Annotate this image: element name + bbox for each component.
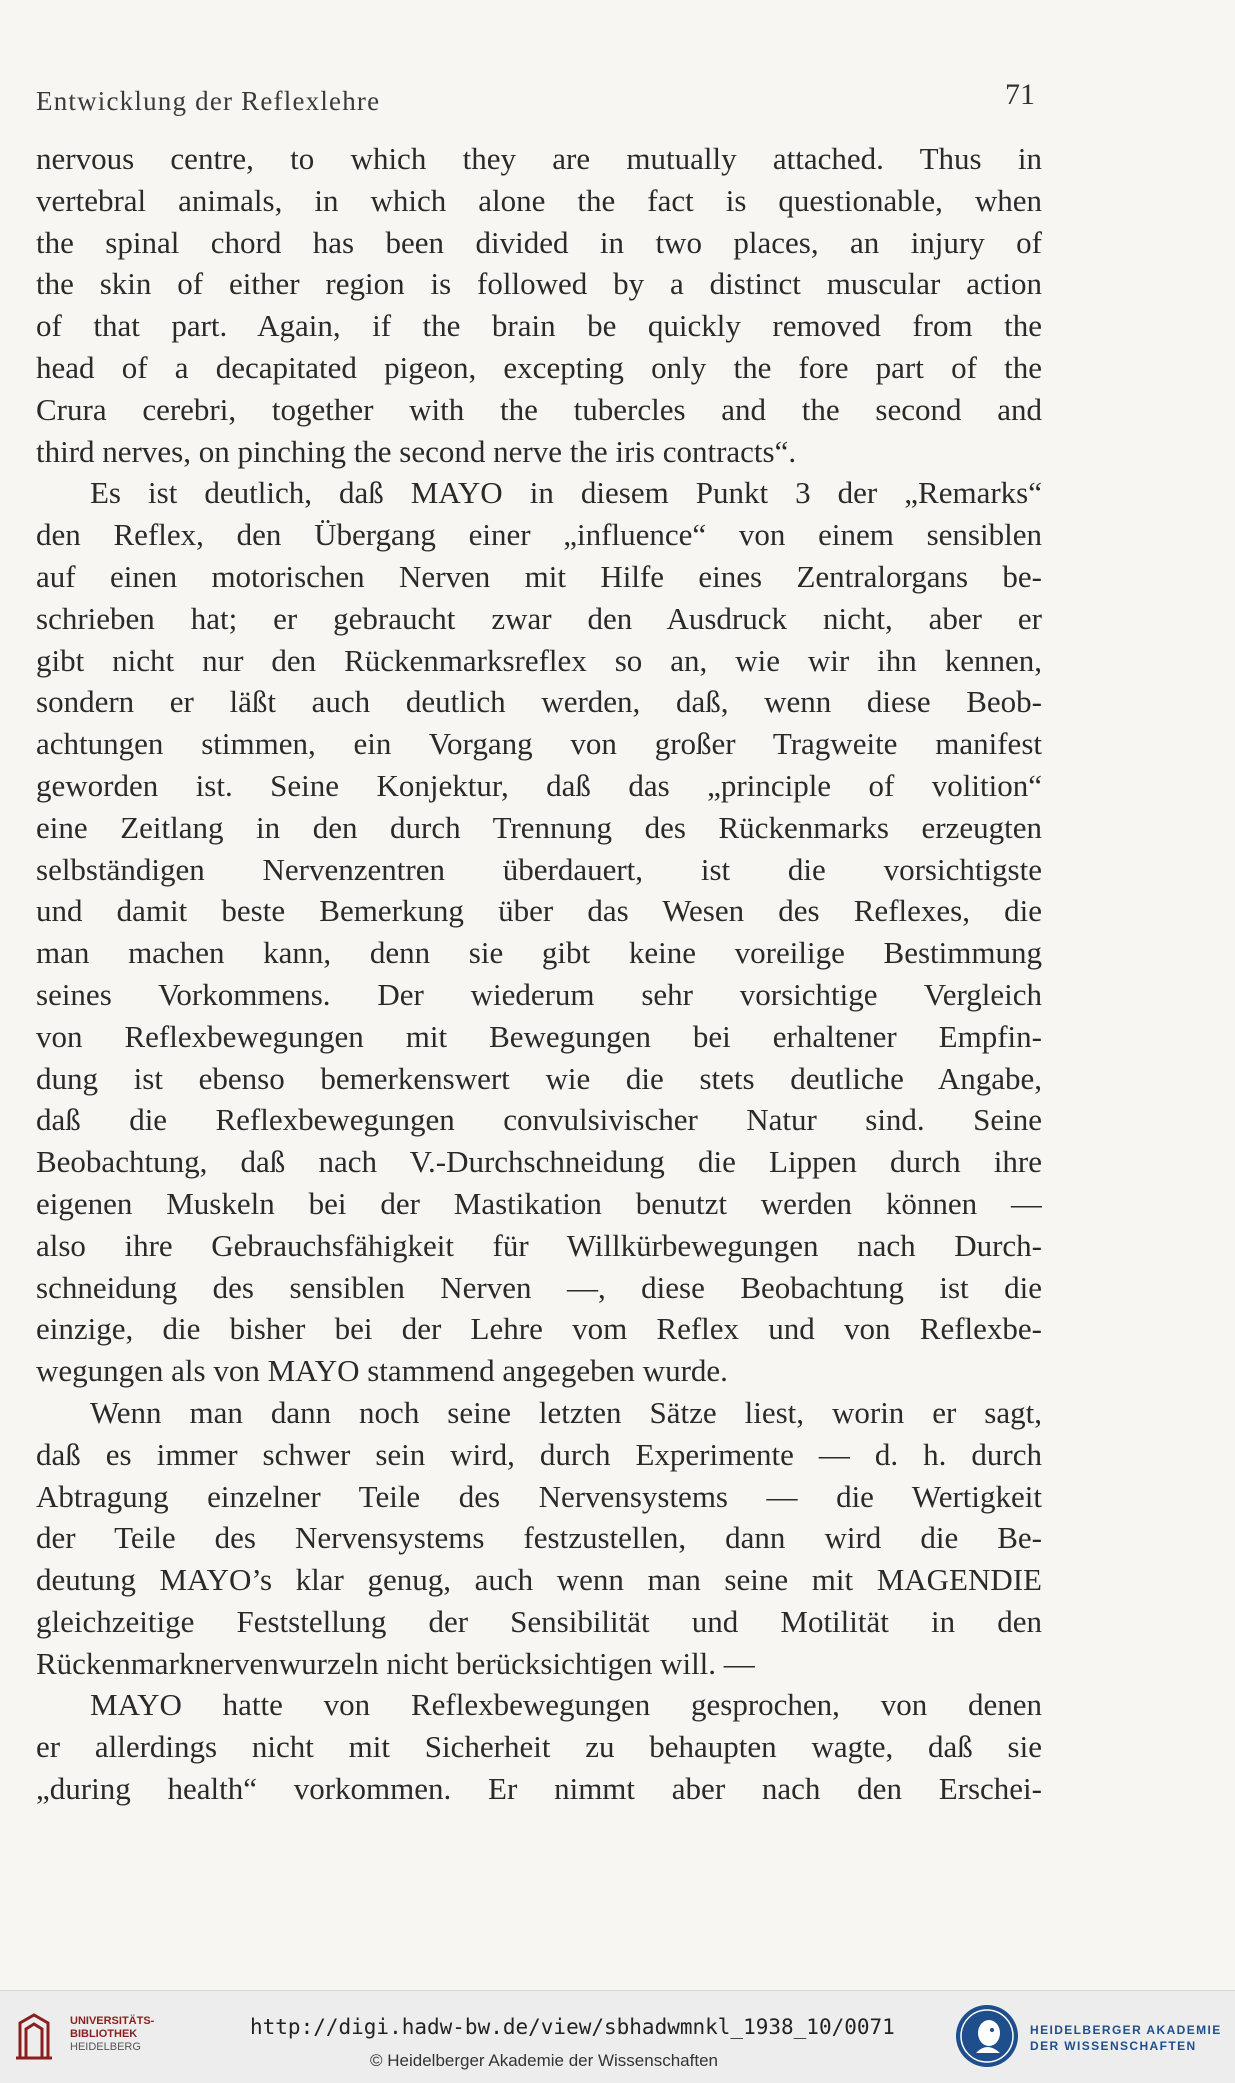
academy-seal-icon (954, 2003, 1020, 2069)
text-line: third nerves, on pinching the second nerve the iris contracts“. (36, 433, 797, 469)
text-line: dung ist ebenso bemerkenswert wie die stets deutliche Angabe, (36, 1060, 1042, 1096)
university-library-logo-icon (14, 2013, 54, 2061)
text-line: einzige, die bisher bei der Lehre vom Reflex und von Reflexbe- (36, 1311, 1042, 1347)
text-line: und damit beste Bemerkung über das Wesen des Reflexes, die (36, 893, 1042, 929)
text-line: wegungen als von MAYO stammend angegeben wurde. (36, 1353, 728, 1389)
text-line: man machen kann, denn sie gibt keine voreilige Bestimmung (36, 935, 1042, 971)
library-name: UNIVERSITÄTS- BIBLIOTHEK HEIDELBERG (70, 2015, 155, 2053)
text-line: schneidung des sensiblen Nerven —, diese Beobachtung ist die (36, 1269, 1042, 1305)
text-line: gibt nicht nur den Rückenmarksreflex so an, wie wir ihn kennen, (36, 642, 1042, 678)
page-header (36, 78, 1036, 118)
text-line: „during health“ vorkommen. Er nimmt aber nach den Erschei- (36, 1771, 1042, 1807)
viewer-footer (0, 1990, 1235, 2083)
text-line: daß es immer schwer sein wird, durch Experimente — d. h. durch (36, 1436, 1042, 1472)
copyright-notice: © Heidelberger Akademie der Wissenschaften (370, 2051, 718, 2070)
text-line: of that part. Again, if the brain be quickly removed from the (36, 308, 1042, 344)
text-line: geworden ist. Seine Konjektur, daß das „principle of volition“ (36, 767, 1042, 803)
text-line: Es ist deutlich, daß MAYO in diesem Punkt 3 der „Remarks“ (90, 475, 1042, 511)
running-head: Entwicklung der Reflexlehre (36, 86, 381, 116)
text-line: schrieben hat; er gebraucht zwar den Ausdruck nicht, aber er (36, 600, 1042, 636)
text-line: eine Zeitlang in den durch Trennung des Rückenmarks erzeugten (36, 809, 1042, 845)
text-line: MAYO hatte von Reflexbewegungen gesprochen, von denen (90, 1687, 1042, 1723)
text-line: vertebral animals, in which alone the fact is questionable, when (36, 182, 1042, 218)
text-line: Abtragung einzelner Teile des Nervensystems — die Wertigkeit (36, 1478, 1042, 1514)
text-line: den Reflex, den Übergang einer „influence“ von einem sensiblen (36, 517, 1042, 553)
text-line: gleichzeitige Feststellung der Sensibilität und Motilität in den (36, 1603, 1042, 1639)
text-line: auf einen motorischen Nerven mit Hilfe eines Zentralorgans be- (36, 558, 1042, 594)
text-line: deutung MAYO’s klar genug, auch wenn man seine mit MAGENDIE (36, 1562, 1042, 1598)
text-line: also ihre Gebrauchsfähigkeit für Willkürbewegungen nach Durch- (36, 1227, 1042, 1263)
text-line: selbständigen Nervenzentren überdauert, ist die vorsichtigste (36, 851, 1042, 887)
text-line: Wenn man dann noch seine letzten Sätze liest, worin er sagt, (90, 1394, 1042, 1430)
text-line: eigenen Muskeln bei der Mastikation benutzt werden können — (36, 1185, 1042, 1221)
text-line: der Teile des Nervensystems festzustellen, dann wird die Be- (36, 1520, 1042, 1556)
text-line: seines Vorkommens. Der wiederum sehr vorsichtige Vergleich (36, 976, 1042, 1012)
text-line: Beobachtung, daß nach V.-Durchschneidung die Lippen durch ihre (36, 1144, 1042, 1180)
text-line: er allerdings nicht mit Sicherheit zu behaupten wagte, daß sie (36, 1729, 1042, 1765)
text-line: the skin of either region is followed by a distinct muscular action (36, 266, 1042, 302)
page-number: 71 (1005, 78, 1035, 111)
text-line: head of a decapitated pigeon, excepting only the fore part of the (36, 349, 1042, 385)
academy-name: HEIDELBERGER AKADEMIE DER WISSENSCHAFTEN (1030, 2023, 1222, 2053)
text-line: von Reflexbewegungen mit Bewegungen bei erhaltener Empfin- (36, 1018, 1042, 1054)
body-text (36, 138, 1042, 1810)
text-line: daß die Reflexbewegungen convulsivischer Natur sind. Seine (36, 1102, 1042, 1138)
text-line: the spinal chord has been divided in two places, an injury of (36, 224, 1042, 260)
text-line: nervous centre, to which they are mutually attached. Thus in (36, 141, 1042, 176)
permalink-url[interactable]: http://digi.hadw-bw.de/view/sbhadwmnkl_1938_10/0071 (250, 2015, 895, 2039)
text-line: achtungen stimmen, ein Vorgang von großer Tragweite manifest (36, 726, 1042, 762)
text-line: Crura cerebri, together with the tubercles and the second and (36, 391, 1042, 427)
text-line: sondern er läßt auch deutlich werden, daß, wenn diese Beob- (36, 684, 1042, 720)
text-line: Rückenmarknervenwurzeln nicht berücksichtigen will. — (36, 1645, 755, 1681)
